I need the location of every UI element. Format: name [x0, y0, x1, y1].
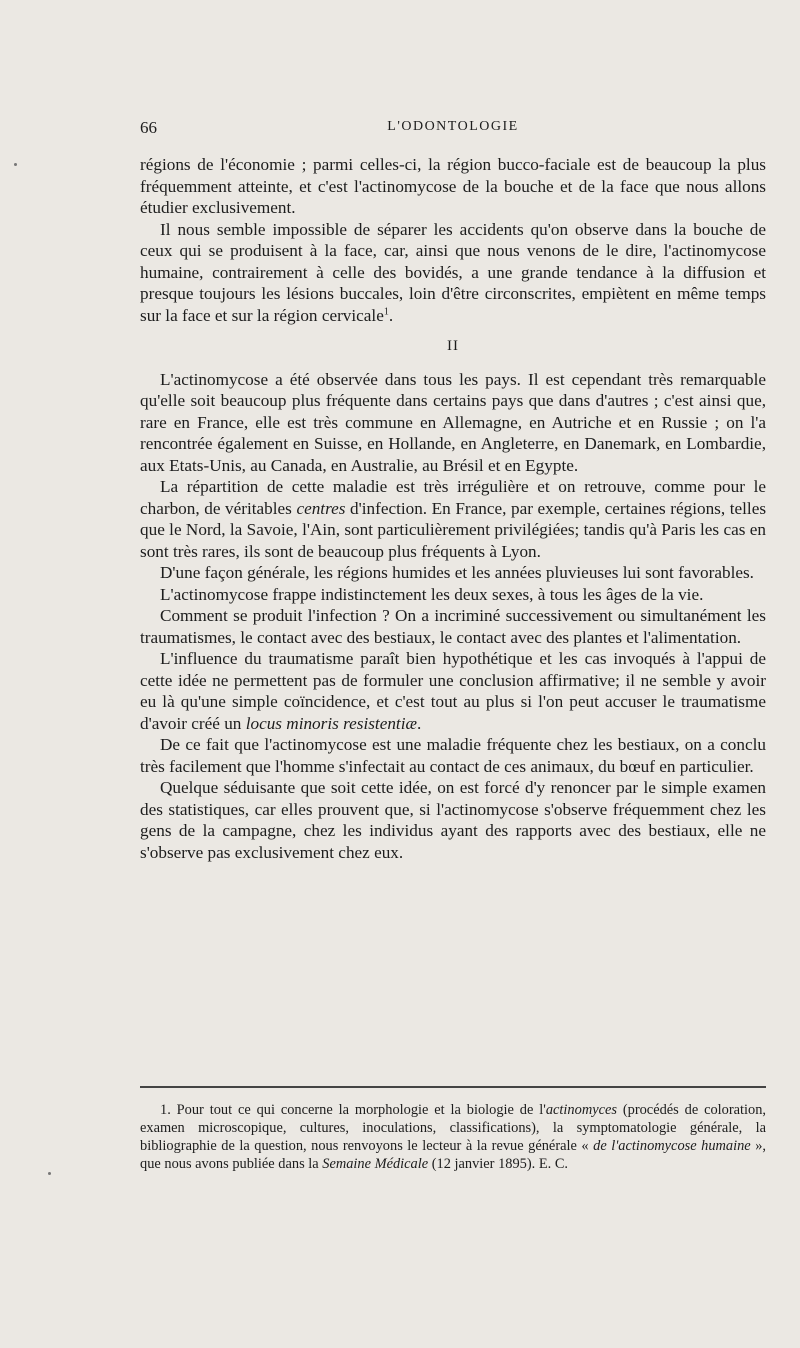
italic-term: locus minoris resistentiæ	[245, 713, 417, 733]
paragraph-text: L'influence du traumatisme paraît bien hypothétique et les cas invoqués à l'appui de cette idée ne permettent pas de formuler une conclusion affirmative; il ne semble y avoir eu là qu'une simple coïncidence, et c'est tout au plus si l'on peut accuser le traumatisme d'avoir créé un	[140, 649, 766, 733]
page-number: 66	[140, 118, 157, 137]
footnote-text: Pour tout ce qui concerne la morphologie et la biologie de l'	[170, 1102, 546, 1118]
footnote	[140, 1101, 766, 1173]
paragraph	[140, 476, 766, 562]
page-header	[140, 118, 766, 142]
footnote-marker: 1	[383, 305, 389, 317]
paragraph: L'actinomycose frappe indistinctement les deux sexes, à tous les âges de la vie.	[160, 584, 704, 604]
paragraph-text: d'infection. En France, par exemple, certaines régions, telles que le Nord, la Savoie, l'Ain, sont particulièrement privilégiées; tandis qu'à Paris les cas en sont très rares, ils sont de beaucoup plus fréquents à Lyon.	[140, 498, 767, 561]
footnote-divider	[140, 1086, 766, 1088]
footnote-text: », que nous avons publiée dans la	[140, 1138, 767, 1172]
body-text	[140, 154, 766, 863]
paragraph-text: Il nous semble impossible de séparer les accidents qu'on observe dans la bouche de ceux qui se produisent à la face, car, ainsi que nous venons de le dire, l'actinomycose humaine, contrairement à celle des bovidés, a une grande tendance à la diffusion et presque toujours les lésions buccales, loin d'être circonscrites, empiètent en même temps sur la face et sur la région cervicale	[140, 219, 766, 325]
paragraph: Quelque séduisante que soit cette idée, on est forcé d'y renoncer par le simple examen des statistiques, car elles prouvent que, si l'actinomycose s'observe fréquemment chez les gens de la campagne, chez les individus ayant des rapports avec des bestiaux, elle ne s'observe pas exclusivement chez eux.	[140, 778, 766, 862]
footnote-text: (procédés de coloration, examen microscopique, cultures, inoculations, classifications), la symptomatologie générale, la bibliographie de la question, nous renvoyons le lecteur à la revue générale «	[140, 1102, 767, 1154]
running-head: L'ODONTOLOGIE	[387, 119, 519, 134]
paragraph-text: .	[416, 713, 422, 733]
footnote-italic: de l'actinomycose humaine	[593, 1138, 751, 1154]
footnote-text: (12 janvier 1895). E. C.	[428, 1156, 569, 1172]
footnote-number: 1.	[160, 1102, 171, 1118]
sentence-period: .	[388, 305, 394, 325]
paragraph	[140, 648, 766, 734]
paper-speck	[14, 163, 17, 166]
italic-term: centres	[296, 498, 346, 518]
footnote-italic: Semaine Médicale	[322, 1156, 429, 1172]
paragraph: Comment se produit l'infection ? On a incriminé successivement ou simultanément les traumatismes, le contact avec des bestiaux, le contact avec des plantes et l'alimentation.	[140, 606, 766, 647]
section-heading: II	[447, 338, 459, 354]
paper-speck	[48, 1172, 51, 1175]
paragraph: régions de l'économie ; parmi celles-ci, la région bucco-faciale est de beaucoup la plus fréquemment atteinte, et c'est l'actinomycose de la bouche et de la face que nous allons étudier exclusivement.	[140, 155, 766, 217]
paragraph: L'actinomycose a été observée dans tous les pays. Il est cependant très remarquable qu'elle soit beaucoup plus fréquente dans certains pays que dans d'autres ; c'est ainsi que, rare en France, elle est très commune en Allemagne, en Autriche et en Russie ; on l'a rencontrée également en Suisse, en Hollande, en Angleterre, en Danemark, en Lombardie, aux Etats-Unis, au Canada, en Australie, au Brésil et en Egypte.	[140, 369, 766, 475]
paragraph: De ce fait que l'actinomycose est une maladie fréquente chez les bestiaux, on a conclu très facilement que l'homme s'infectait au contact de ces animaux, du bœuf en particulier.	[140, 735, 766, 776]
paragraph: D'une façon générale, les régions humides et les années pluvieuses lui sont favorables.	[160, 563, 754, 582]
paragraph-text: La répartition de cette maladie est très irrégulière et on retrouve, comme pour le charbon, de véritables	[140, 477, 766, 518]
footnote-italic: actinomyces	[545, 1102, 617, 1118]
footnote-paragraph	[140, 1101, 766, 1173]
paragraph	[140, 219, 766, 327]
